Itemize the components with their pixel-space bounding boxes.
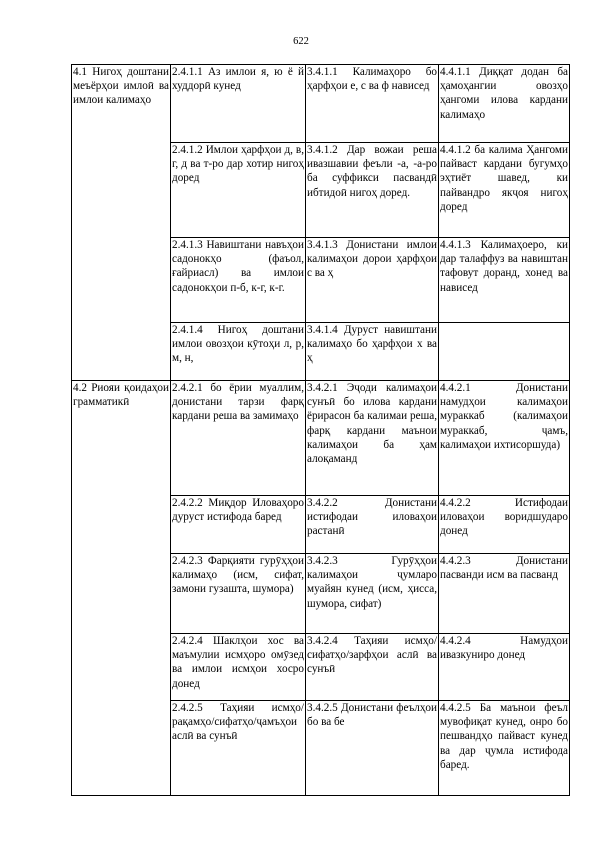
table-cell: 2.4.1.4 Нигоҳ доштани имлои овозҳои кӯтоҳи л, р, м, н, — [171, 323, 306, 381]
table-cell: 3.4.2.3 Гурӯҳҳои калимаҳои ҷумларо муайян кунед (исм, ҳисса, шумора, сифат) — [306, 554, 439, 634]
table-cell: 2.4.2.3 Фарқияти гурӯҳҳои калимаҳо (исм, сифат, замони гузашта, шумора) — [171, 554, 306, 634]
curriculum-table — [71, 64, 570, 796]
page-number: 622 — [293, 36, 309, 47]
table-cell: 3.4.2.5 Донистани феълҳои бо ва бе — [306, 701, 439, 796]
table-cell: 4.4.2.1 Донистани намудҳои калимаҳои мураккаб (калимаҳои мураккаб, ҷамъ, калимаҳои ихтисоршуда) — [439, 381, 570, 496]
table-cell: 3.4.2.4 Таҳияи исмҳо/сифатҳо/зарфҳои аслӣ ва сунъӣ — [306, 634, 439, 701]
table-row — [72, 381, 570, 496]
table-cell: 3.4.2.1 Эҷоди калимаҳои сунъӣ бо илова кардани ёрирасон ба калимаи реша, фарқ кардани маънои калимаҳои ба ҳам алоқаманд — [306, 381, 439, 496]
table-cell: 2.4.2.2 Миқдор Иловаҳоро дуруст истифода баред — [171, 496, 306, 554]
table-cell: 2.4.1.2 Имлои ҳарфҳои д, в, г, д ва т-ро дар хотир нигоҳ доред — [171, 143, 306, 238]
table-row — [72, 65, 570, 143]
table-cell: 2.4.1.1 Аз имлои я, ю ё й худдорӣ кунед — [171, 65, 306, 143]
table-cell: 4.4.1.1 Диққат додан ба ҳамоҳангии овозҳо ҳангоми илова кардани калимаҳо — [439, 65, 570, 143]
table-cell: 3.4.1.1 Калимаҳоро бо ҳарфҳои е, с ва ф нависед — [306, 65, 439, 143]
table-cell: 3.4.1.4 Дуруст навиштани калимаҳо бо ҳарфҳои х ва ҳ — [306, 323, 439, 381]
table-cell: 4.4.1.3 Калимаҳоеро, ки дар талаффуз ва навиштан тафовут доранд, хонед ва нависед — [439, 238, 570, 323]
table-cell: 4.4.1.2 ба калима Ҳангоми пайваст кардани бугумҳо эҳтиёт шавед, ки пайвандро якҷоя нигоҳ доред — [439, 143, 570, 238]
table-cell: 2.4.2.1 бо ёрии муаллим, донистани тарзи фарқ кардани реша ва замимаҳо — [171, 381, 306, 496]
table-cell — [439, 323, 570, 381]
table-cell: 3.4.2.2 Донистани истифодаи иловаҳои растанӣ — [306, 496, 439, 554]
table-cell: 3.4.1.2 Дар вожаи реша ивазшавии феъли -а, -а-ро ба суффикси пасвандӣ ибтидоӣ нигоҳ доред. — [306, 143, 439, 238]
table-cell: 4.4.2.5 Ба маънои феъл мувофиқат кунед, онро бо пешвандҳо пайваст кунед ва дар ҷумла истифода баред. — [439, 701, 570, 796]
section-title-4-1: 4.1 Нигоҳ доштани меъёрҳои имлоӣ ва имлои калимаҳо — [72, 65, 171, 381]
table-cell: 4.4.2.3 Донистани пасванди исм ва пасванд — [439, 554, 570, 634]
table-cell: 2.4.1.3 Навиштани навъҳои садонокҳо (фаъол, ғайриасл) ва имлои садонокҳои п-б, к-г, к-г. — [171, 238, 306, 323]
table-cell: 2.4.2.5 Таҳияи исмҳо/рақамҳо/сифатҳо/ҷамъҳои аслӣ ва сунъӣ — [171, 701, 306, 796]
table-cell: 2.4.2.4 Шаклҳои хос ва маъмулии исмҳоро омӯзед ва имлои исмҳои хосро донед — [171, 634, 306, 701]
table-cell: 3.4.1.3 Донистани имлои калимаҳои дорои ҳарфҳои с ва ҳ — [306, 238, 439, 323]
table-cell: 4.4.2.4 Намудҳои ивазкуниро донед — [439, 634, 570, 701]
section-title-4-2: 4.2 Риояи қоидаҳои грамматикӣ — [72, 381, 171, 796]
table-cell: 4.4.2.2 Истифодаи иловаҳои воридшударо донед — [439, 496, 570, 554]
